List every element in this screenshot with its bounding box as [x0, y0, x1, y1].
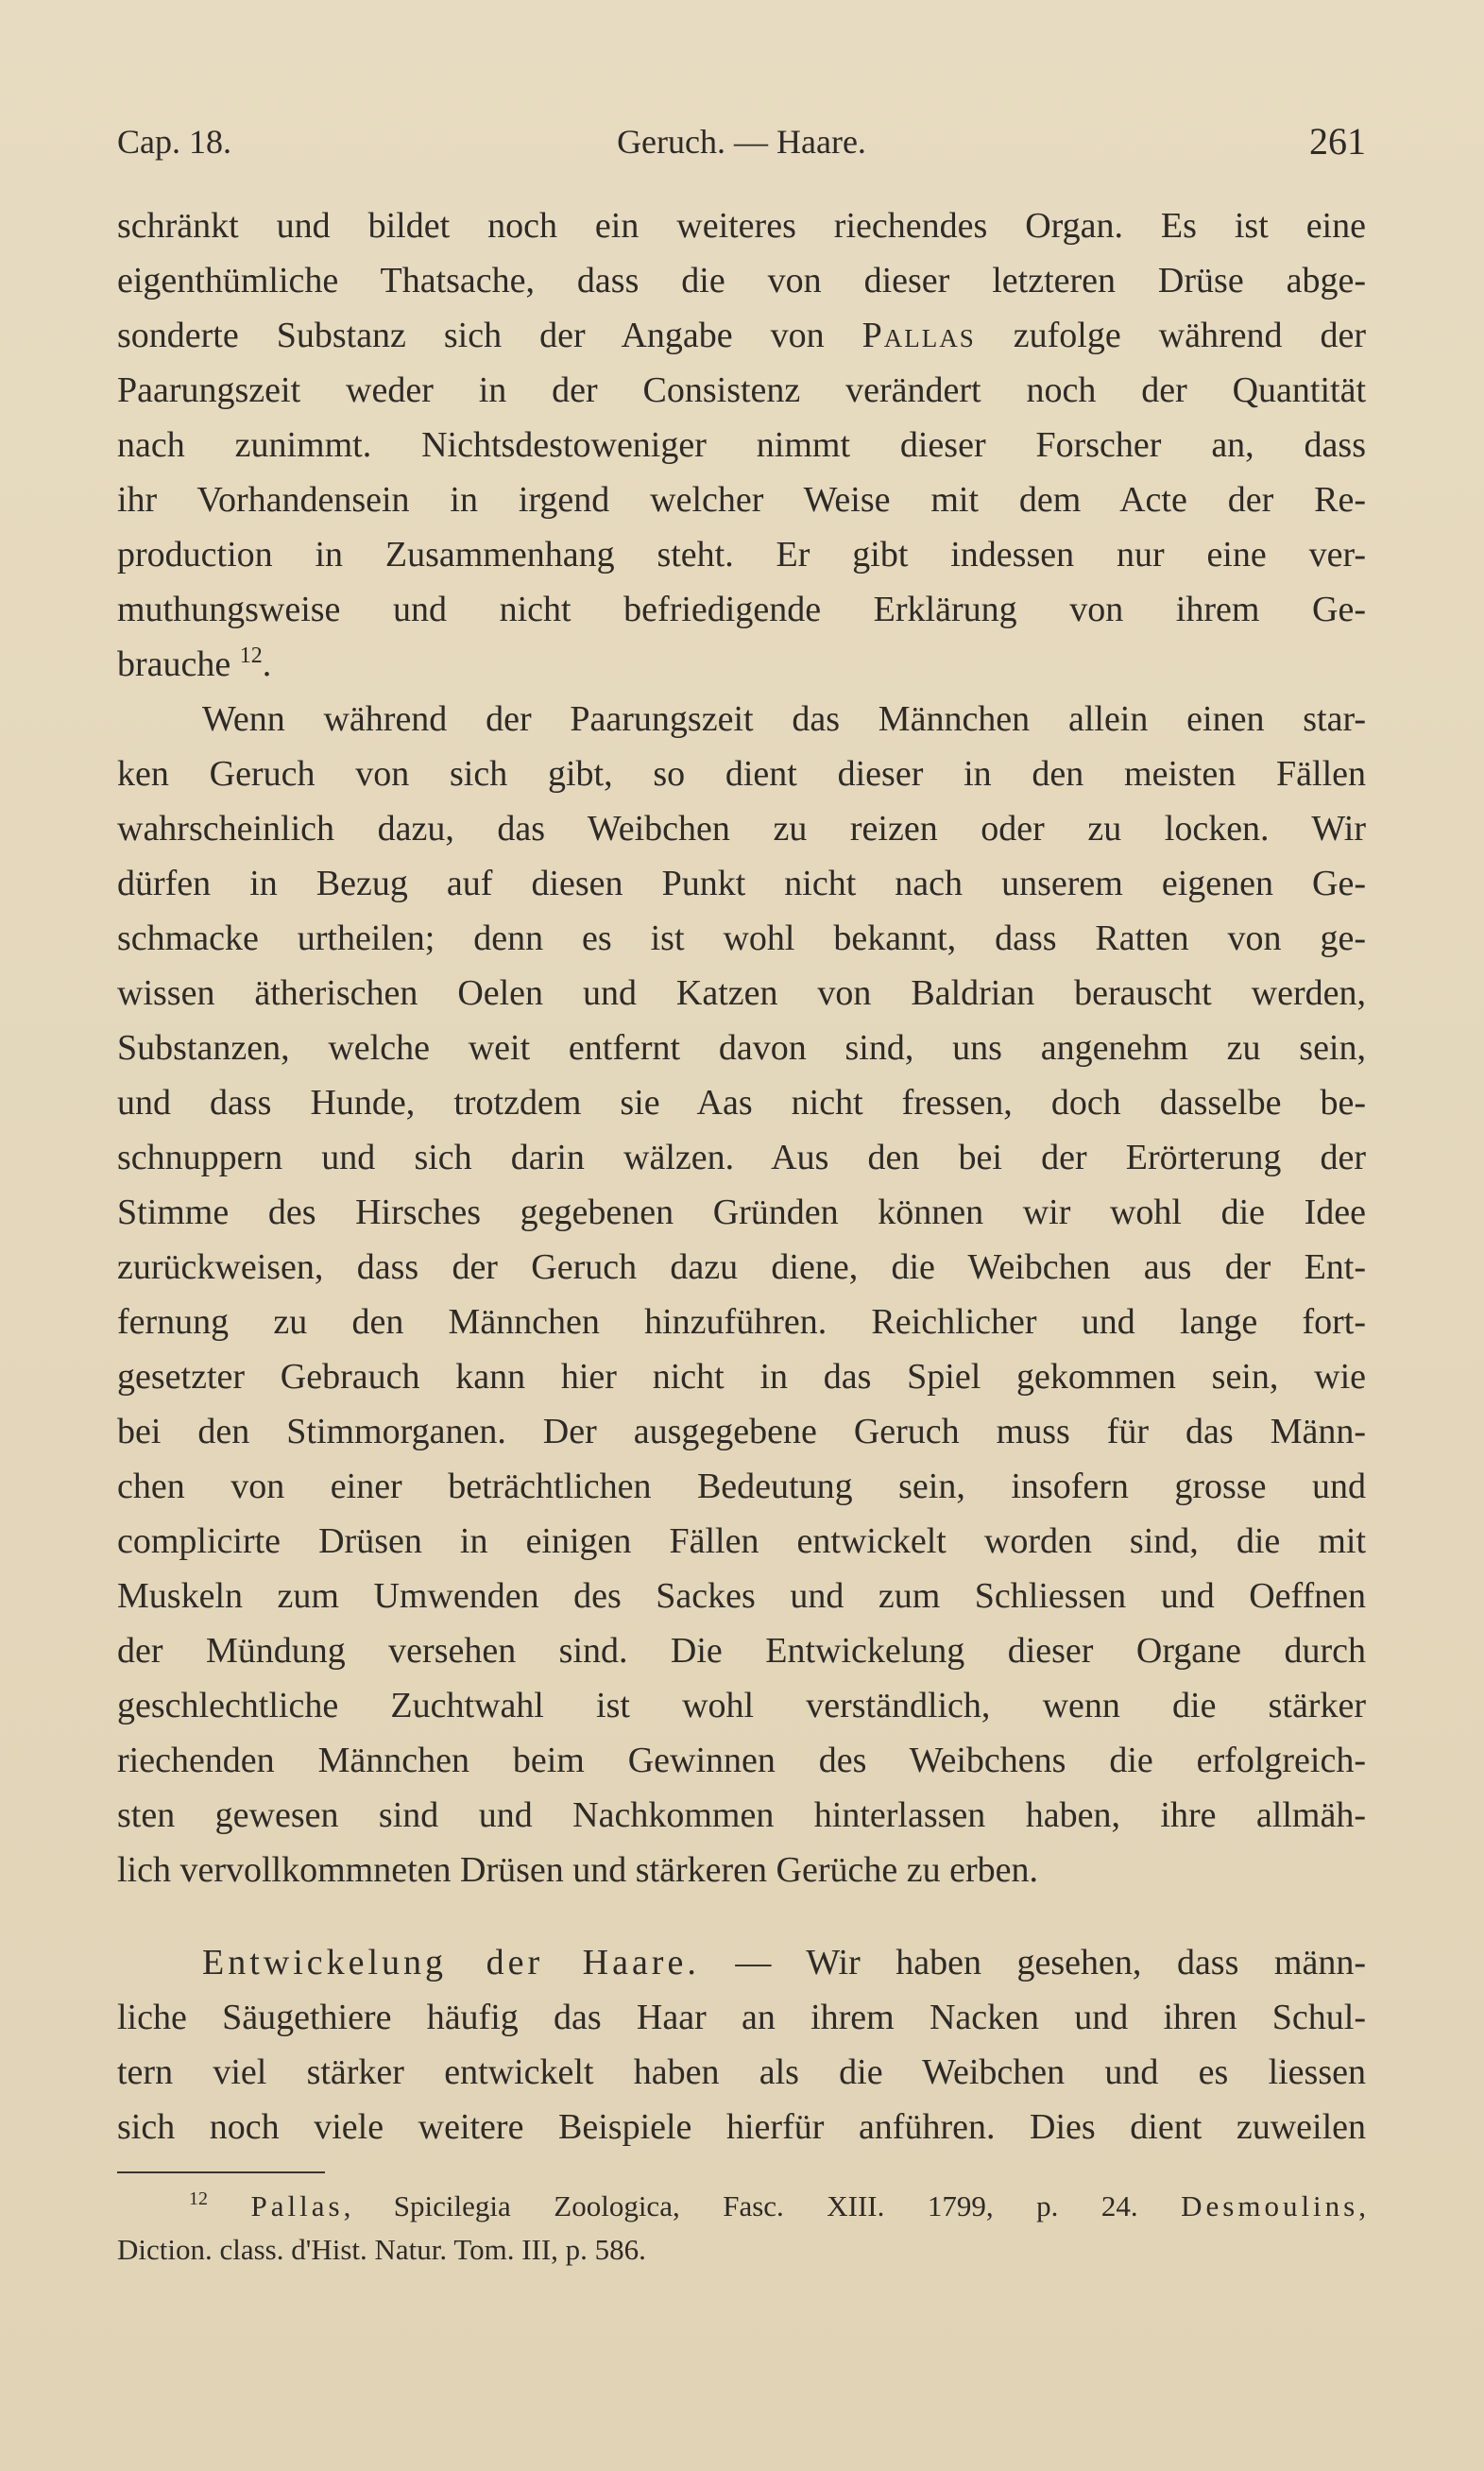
- footnote-author: Desmoulins: [1181, 2189, 1359, 2222]
- footnote-line: Diction. class. d'Hist. Natur. Tom. III, p. 586.: [117, 2233, 646, 2266]
- text-span: , Spicilegia Zoologica, Fasc. XIII. 1799, p. 24.: [343, 2189, 1182, 2222]
- text-line: complicirte Drüsen in einigen Fällen entwickelt worden sind, die mit: [117, 1521, 1366, 1561]
- text-line: Stimme des Hirsches gegebenen Gründen können wir wohl die Idee: [117, 1193, 1366, 1232]
- text-line: schränkt und bildet noch ein weiteres riechendes Organ. Es ist eine: [117, 206, 1366, 246]
- text-line: sich noch viele weitere Beispiele hierfür anführen. Dies dient zuweilen: [117, 2107, 1366, 2147]
- text-line: Substanzen, welche weit entfernt davon sind, uns angenehm zu sein,: [117, 1028, 1366, 1068]
- text-line: wissen ätherischen Oelen und Katzen von Baldrian berauscht werden,: [117, 973, 1366, 1013]
- text-line: muthungsweise und nicht befriedigende Erklärung von ihrem Ge-: [117, 590, 1366, 629]
- text-line: dürfen in Bezug auf diesen Punkt nicht nach unserem eigenen Ge-: [117, 864, 1366, 903]
- text-line: schnuppern und sich darin wälzen. Aus den bei der Erörterung der: [117, 1138, 1366, 1177]
- text-line: schmacke urtheilen; denn es ist wohl bekannt, dass Ratten von ge-: [117, 918, 1366, 958]
- text-span: zufolge während der: [975, 316, 1366, 355]
- text-line: production in Zusammenhang steht. Er gibt indessen nur eine ver-: [117, 535, 1366, 575]
- text-span: sonderte Substanz sich der Angabe von: [117, 316, 862, 355]
- section-heading: Entwickelung der Haare.: [202, 1943, 700, 1982]
- text-line: chen von einer beträchtlichen Bedeutung sein, insofern grosse und: [117, 1467, 1366, 1506]
- text-line: Wenn während der Paarungszeit das Männchen allein einen star-: [202, 699, 1366, 739]
- text-line: ihr Vorhandensein in irgend welcher Weise mit dem Acte der Re-: [117, 480, 1366, 520]
- text-line: liche Säugethiere häufig das Haar an ihrem Nacken und ihren Schul-: [117, 1998, 1366, 2037]
- text-span: ,: [1358, 2189, 1366, 2222]
- text-line: gesetzter Gebrauch kann hier nicht in das Spiel gekommen sein, wie: [117, 1357, 1366, 1397]
- text-line: nach zunimmt. Nichtsdestoweniger nimmt dieser Forscher an, dass: [117, 425, 1366, 465]
- text-line: tern viel stärker entwickelt haben als die Weibchen und es liessen: [117, 2052, 1366, 2092]
- text-line: und dass Hunde, trotzdem sie Aas nicht fressen, doch dasselbe be-: [117, 1083, 1366, 1123]
- text-line: der Mündung versehen sind. Die Entwickelung dieser Organe durch: [117, 1631, 1366, 1671]
- text-line: fernung zu den Männchen hinzuführen. Reichlicher und lange fort-: [117, 1302, 1366, 1342]
- text-line: [117, 308, 1366, 363]
- text-line: [117, 637, 1366, 692]
- text-span: — Wir haben gesehen, dass männ-: [699, 1943, 1366, 1982]
- footnote-ref[interactable]: 12: [239, 643, 263, 668]
- footnote-line: [117, 2185, 1366, 2228]
- section-gap: [117, 1897, 1366, 1935]
- text-line: Muskeln zum Umwenden des Sackes und zum Schliessen und Oeffnen: [117, 1576, 1366, 1616]
- text-line: sten gewesen sind und Nachkommen hinterlassen haben, ihre allmäh-: [117, 1795, 1366, 1835]
- text-line: Paarungszeit weder in der Consistenz verändert noch der Quantität: [117, 370, 1366, 410]
- footnotes: [117, 2185, 1366, 2272]
- text-line: eigenthümliche Thatsache, dass die von dieser letzteren Drüse abge-: [117, 261, 1366, 300]
- text-line: riechenden Männchen beim Gewinnen des Weibchens die erfolgreich-: [117, 1741, 1366, 1780]
- author-name: Pallas: [861, 316, 976, 355]
- running-head: [117, 113, 1366, 170]
- section-title: Geruch. — Haare.: [617, 123, 866, 161]
- text-line: zurückweisen, dass der Geruch dazu diene, die Weibchen aus der Ent-: [117, 1247, 1366, 1287]
- footnote-rule: [117, 2171, 325, 2173]
- chapter-label: Cap. 18.: [117, 123, 231, 161]
- text-line: [117, 1935, 1366, 1990]
- page-number: 261: [1309, 120, 1366, 163]
- text-span: brauche: [117, 644, 240, 684]
- text-span: .: [262, 644, 272, 684]
- footnote-author: Pallas: [250, 2189, 344, 2222]
- text-line: wahrscheinlich dazu, das Weibchen zu reizen oder zu locken. Wir: [117, 809, 1366, 849]
- body-text: [117, 198, 1366, 2154]
- text-line: geschlechtliche Zuchtwahl ist wohl verständlich, wenn die stärker: [117, 1686, 1366, 1725]
- text-line: bei den Stimmorganen. Der ausgegebene Geruch muss für das Männ-: [117, 1412, 1366, 1451]
- text-line: ken Geruch von sich gibt, so dient dieser in den meisten Fällen: [117, 754, 1366, 794]
- footnote-marker: 12: [189, 2188, 208, 2209]
- text-line: lich vervollkommneten Drüsen und stärkeren Gerüche zu erben.: [117, 1850, 1038, 1890]
